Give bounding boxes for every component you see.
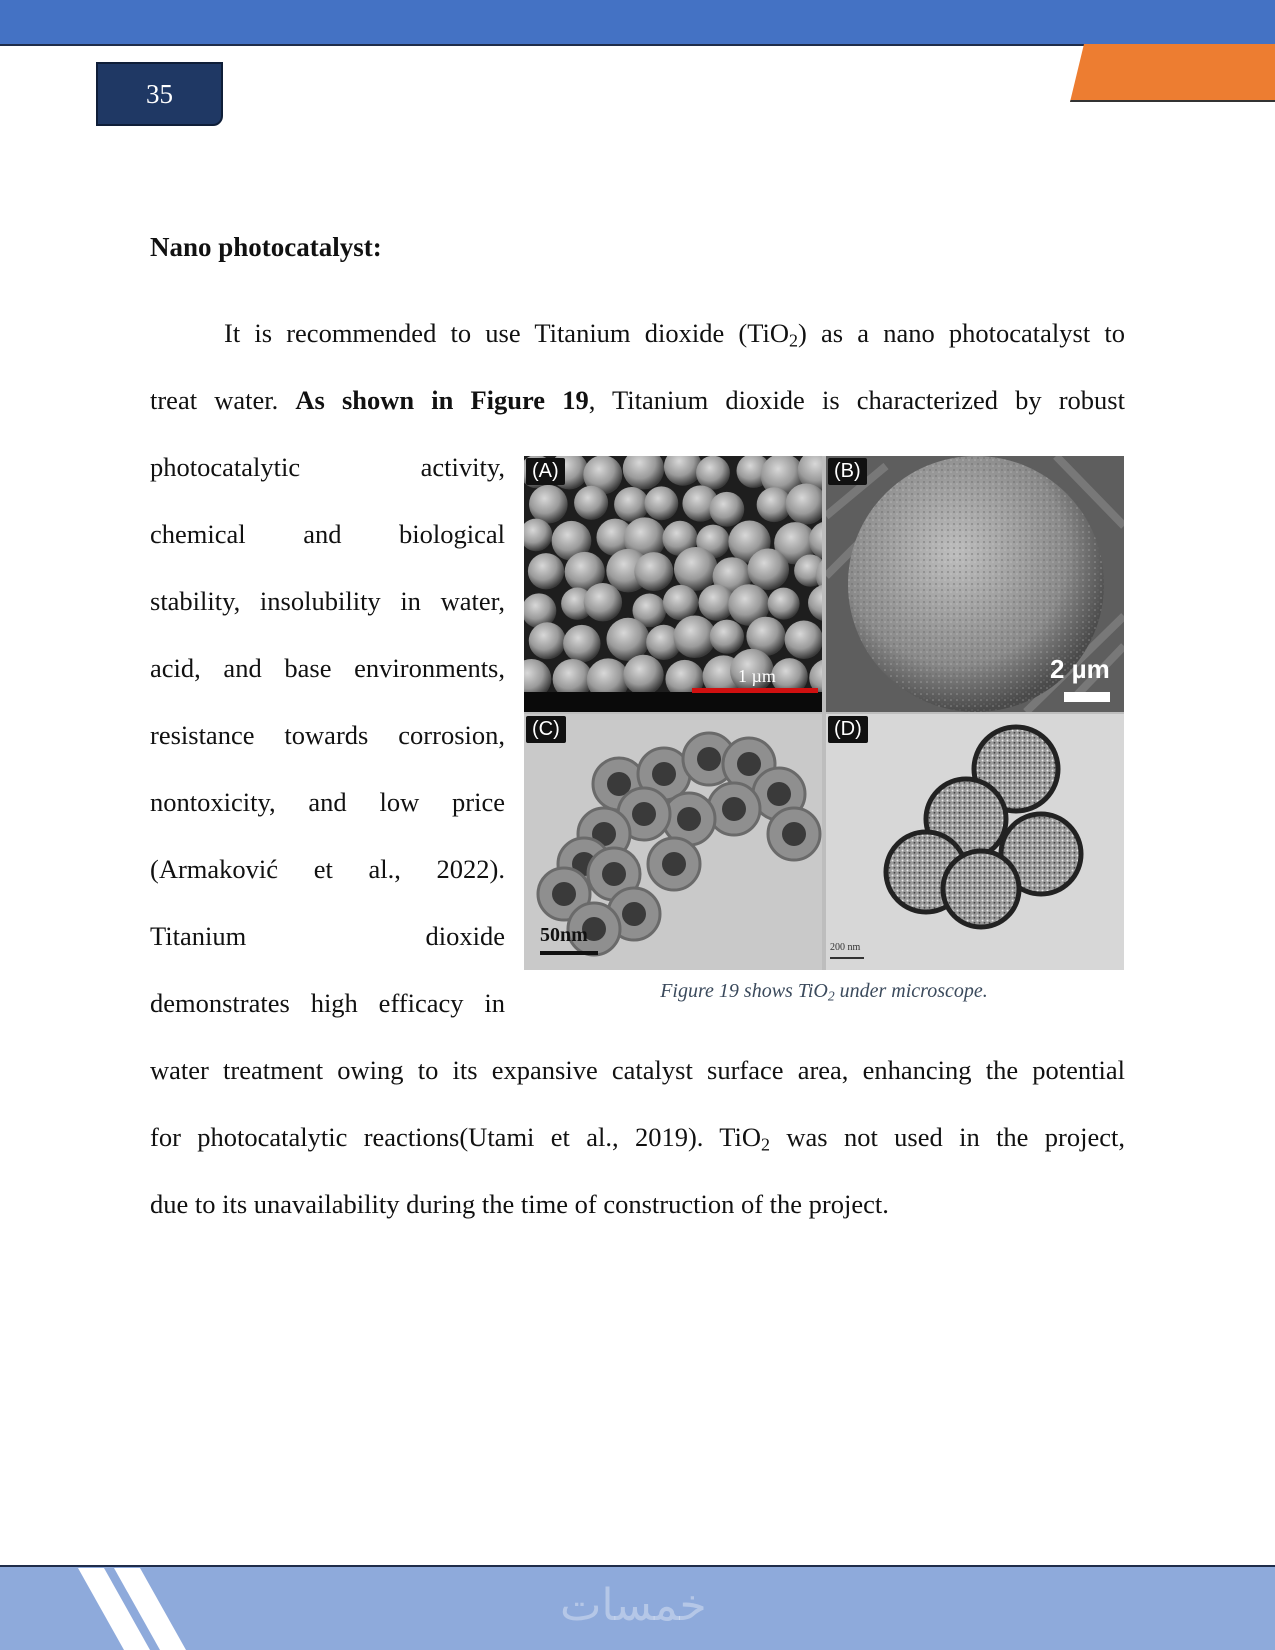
- nanosphere: [673, 615, 716, 658]
- particle-core: [737, 752, 761, 776]
- particle-core: [652, 762, 676, 786]
- panel-a-label: (A): [526, 458, 565, 485]
- nanosphere: [634, 552, 673, 591]
- panel-a-scale: 1 µm: [738, 666, 776, 686]
- particle-core: [677, 807, 701, 831]
- figure-caption: Figure 19 shows TiO$_2$ under microscope.: [660, 980, 988, 1004]
- watermark-logo: خمسات: [560, 1580, 707, 1631]
- page-number: 35: [96, 62, 223, 126]
- figure-reference: As shown in Figure 19: [295, 385, 589, 415]
- particle-core: [767, 782, 791, 806]
- panel-c-scale: 50nm: [540, 924, 588, 946]
- paragraph-line-8: nontoxicity, and low price: [150, 787, 505, 817]
- nanosphere: [584, 583, 622, 621]
- nanosphere: [748, 548, 790, 590]
- nanosphere: [606, 618, 649, 661]
- particle-core: [632, 802, 656, 826]
- paragraph-line-6: acid, and base environments,: [150, 653, 505, 683]
- paragraph-line-2: treat water. As shown in Figure 19, Titanium dioxide is characterized by robust: [150, 385, 1125, 415]
- paragraph-line-9: (Armaković et al., 2022).: [150, 854, 505, 884]
- paragraph-line-11: demonstrates high efficacy in: [150, 988, 505, 1018]
- particle-core: [782, 822, 806, 846]
- panel-d-tem-hollow: [826, 714, 1124, 970]
- nanosphere: [663, 585, 698, 620]
- paragraph-line-3: photocatalytic activity,: [150, 452, 505, 482]
- paragraph-line-10: Titanium dioxide: [150, 921, 505, 951]
- figure-19-microscope-image: [524, 456, 1124, 970]
- section-heading: Nano photocatalyst:: [150, 232, 382, 262]
- nanosphere: [563, 625, 600, 662]
- hollow-spheres-graphic: [826, 714, 1124, 970]
- paragraph-line-12: water treatment owing to its expansive catalyst surface area, enhancing the potential: [150, 1055, 1125, 1085]
- nanosphere: [696, 456, 730, 490]
- nanosphere: [644, 486, 678, 520]
- panel-b-scale: 2 µm: [1050, 654, 1110, 684]
- nanosphere: [709, 492, 744, 527]
- panel-d-scale: 200 nm: [830, 942, 861, 953]
- particle-core: [622, 902, 646, 926]
- panel-b-sem-sphere: [826, 456, 1124, 712]
- particle-core: [722, 797, 746, 821]
- panel-a-sem-spheres: [524, 456, 822, 712]
- footer-slash-decoration: [78, 1568, 188, 1650]
- nanosphere: [529, 485, 568, 524]
- paragraph-line-1: It is recommended to use Titanium dioxide (TiO$_2$) as a nano photocatalyst to: [224, 318, 1125, 351]
- nanosphere: [529, 622, 566, 659]
- nanosphere: [574, 486, 608, 520]
- paragraph-line-14: due to its unavailability during the time of construction of the project.: [150, 1189, 889, 1219]
- particle-core: [697, 747, 721, 771]
- particle-core: [552, 882, 576, 906]
- particle-core: [602, 862, 626, 886]
- panel-c-tem-coreshell: [524, 714, 822, 970]
- paragraph-line-5: stability, insolubility in water,: [150, 586, 505, 616]
- nanosphere: [768, 588, 800, 620]
- nanosphere: [623, 655, 663, 695]
- header-band: [0, 0, 1275, 46]
- particle-core: [662, 852, 686, 876]
- panel-c-label: (C): [526, 716, 566, 743]
- paragraph-line-7: resistance towards corrosion,: [150, 720, 505, 750]
- panel-d-label: (D): [828, 716, 868, 743]
- panel-b-label: (B): [828, 458, 867, 485]
- nanosphere: [614, 487, 649, 522]
- paragraph-line-4: chemical and biological: [150, 519, 505, 549]
- paragraph-line-13: for photocatalytic reactions(Utami et al., 2019). TiO$_2$ was not used in the project,: [150, 1122, 1125, 1155]
- nanosphere: [674, 547, 718, 591]
- nanosphere: [528, 553, 564, 589]
- sem-spheres-graphic: [524, 456, 822, 712]
- nanosphere: [785, 621, 822, 659]
- nanosphere: [710, 620, 744, 654]
- header-accent-tab: [1070, 44, 1275, 102]
